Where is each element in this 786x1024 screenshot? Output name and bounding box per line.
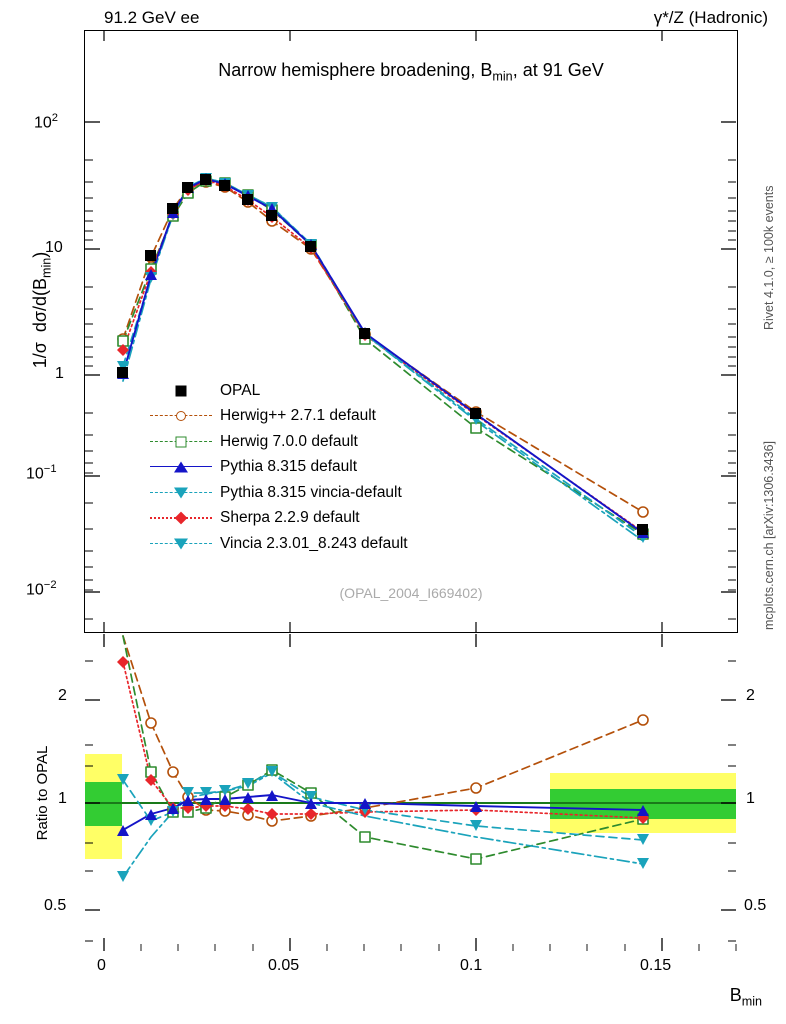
y-tick-main-1e2: $10^2$ xyxy=(34,112,59,132)
x-tick-015: 0.15 xyxy=(640,957,672,974)
y-tick-ratio-1-right: 1 xyxy=(746,790,755,807)
y-tick-ratio-05-right: 0.5 xyxy=(744,897,767,914)
legend-symbol-sherpa xyxy=(150,508,212,528)
legend-symbol-herwigpp xyxy=(150,406,212,426)
legend-symbol-pythia-vincia xyxy=(150,483,212,503)
y-tick-main-10: 10 xyxy=(45,239,63,256)
x-tick-01: 0.1 xyxy=(460,957,483,974)
x-axis-label-main: B xyxy=(729,985,742,1005)
y-tick-ratio-2-right: 2 xyxy=(746,687,755,704)
x-tick-005: 0.05 xyxy=(268,957,300,974)
legend-item-pythia[interactable] xyxy=(150,455,408,481)
x-tick-0: 0 xyxy=(97,957,106,974)
legend-item-herwig7[interactable] xyxy=(150,429,408,455)
legend-symbol-opal xyxy=(150,381,212,401)
x-axis-label xyxy=(730,985,762,1009)
analysis-id-watermark: (OPAL_2004_I669402) xyxy=(339,585,483,601)
legend-label-pythia-vincia: Pythia 8.315 vincia-default xyxy=(220,483,402,501)
y-tick-ratio-05-left: 0.5 xyxy=(44,897,67,914)
y-axis-label-main: 1/σ $d\sigma/d(B_{min})$ xyxy=(30,251,54,369)
legend-symbol-herwig7 xyxy=(150,432,212,452)
legend-label-sherpa: Sherpa 2.2.9 default xyxy=(220,509,360,527)
legend-item-pythia-vincia[interactable] xyxy=(150,480,408,506)
legend-label-herwig7: Herwig 7.0.0 default xyxy=(220,432,358,450)
y-tick-ratio-1-left: 1 xyxy=(58,790,67,807)
header-process-label: γ*/Z (Hadronic) xyxy=(653,8,768,27)
legend-label-opal: OPAL xyxy=(220,381,261,399)
legend-item-opal[interactable] xyxy=(150,378,408,404)
y-tick-main-1e-2: $10^{-2}$ xyxy=(26,579,57,599)
y-tick-main-1: 1 xyxy=(55,365,64,382)
plot-title: Narrow hemisphere broadening, $B_{min}$, at 91 GeV xyxy=(218,60,604,84)
x-axis-label-sub: min xyxy=(741,994,762,1009)
header-beam-label: 91.2 GeV ee xyxy=(104,8,200,27)
legend-item-herwigpp[interactable] xyxy=(150,404,408,430)
legend-item-sherpa[interactable] xyxy=(150,506,408,532)
rivet-version-caption: Rivet 4.1.0, ≥ 100k events xyxy=(762,185,776,330)
legend-label-pythia: Pythia 8.315 default xyxy=(220,458,358,476)
y-axis-label-ratio: Ratio to OPAL xyxy=(34,745,51,841)
mcplots-caption: mcplots.cern.ch [arXiv:1306.3436] xyxy=(762,441,776,630)
y-tick-main-1e-1: $10^{-1}$ xyxy=(26,463,57,483)
y-tick-ratio-2-left: 2 xyxy=(58,687,67,704)
legend-symbol-vincia xyxy=(150,534,212,554)
legend-item-vincia[interactable] xyxy=(150,531,408,557)
legend-label-vincia: Vincia 2.3.01_8.243 default xyxy=(220,534,408,552)
legend-symbol-pythia xyxy=(150,457,212,477)
legend xyxy=(150,378,408,557)
legend-label-herwigpp: Herwig++ 2.7.1 default xyxy=(220,407,376,425)
